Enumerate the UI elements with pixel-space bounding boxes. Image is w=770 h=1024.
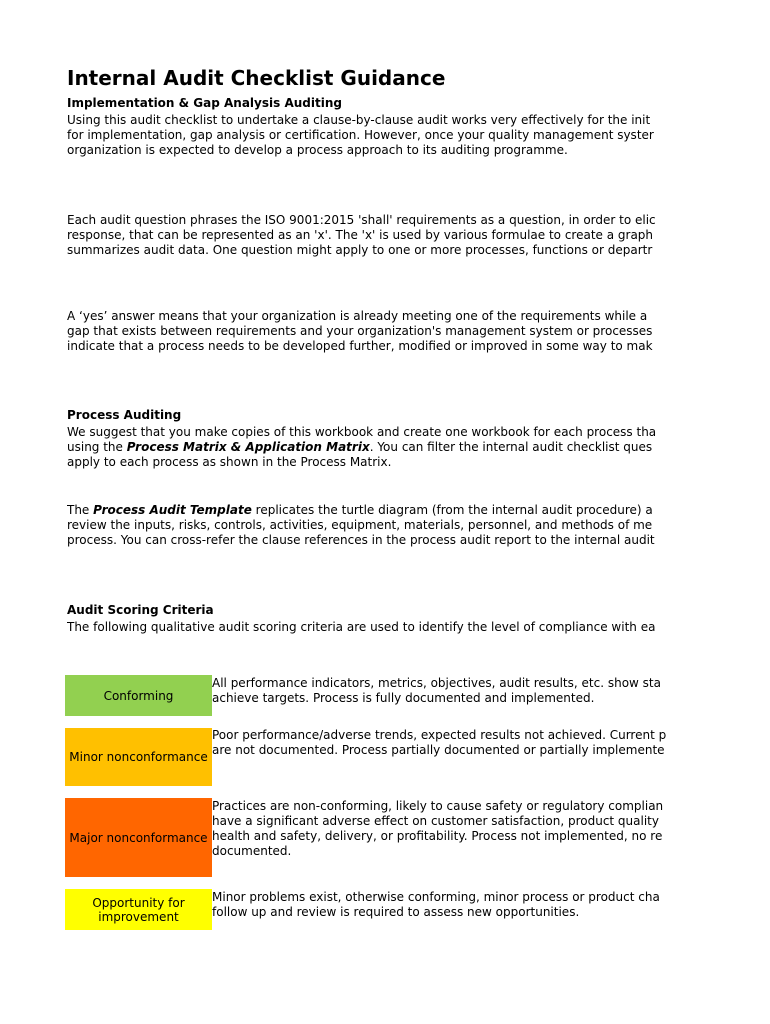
criteria-label-major-nonconformance: Major nonconformance (65, 798, 212, 877)
criteria-description-minor-nonconformance (212, 728, 696, 758)
text-span: The (67, 503, 94, 517)
section-heading-scoring-criteria: Audit Scoring Criteria (67, 603, 214, 617)
paragraph-gap-analysis-3 (67, 309, 696, 354)
text-line: follow up and review is required to assess new opportunities. (212, 905, 580, 919)
text-line: A ‘yes’ answer means that your organization is already meeting one of the requirements while a (67, 309, 648, 323)
text-line: for implementation, gap analysis or certification. However, once your quality management syster (67, 128, 654, 142)
criteria-description-conforming (212, 676, 696, 706)
criteria-description-opportunity-for-improvement (212, 890, 696, 920)
criteria-label-opportunity-for-improvement: Opportunity for improvement (65, 889, 212, 930)
text-line: organization is expected to develop a process approach to its auditing programme. (67, 143, 568, 157)
text-line: have a significant adverse effect on customer satisfaction, product quality (212, 814, 659, 828)
text-line (67, 503, 696, 518)
criteria-label-conforming: Conforming (65, 675, 212, 716)
text-line: process. You can cross-refer the clause references in the process audit report to the internal audit (67, 533, 655, 547)
text-line: All performance indicators, metrics, objectives, audit results, etc. show sta (212, 676, 661, 690)
text-line (67, 440, 696, 455)
text-line: Practices are non-conforming, likely to cause safety or regulatory complian (212, 799, 664, 813)
text-line: Minor problems exist, otherwise conforming, minor process or product cha (212, 890, 660, 904)
text-line: are not documented. Process partially documented or partially implemente (212, 743, 665, 757)
text-line: gap that exists between requirements and your organization's management system or processes (67, 324, 653, 338)
text-line: Poor performance/adverse trends, expected results not achieved. Current p (212, 728, 667, 742)
process-matrix-reference: Process Matrix & Application Matrix (126, 440, 370, 454)
section-heading-process-auditing: Process Auditing (67, 408, 182, 422)
text-line: Each audit question phrases the ISO 9001:2015 'shall' requirements as a question, in order to elic (67, 213, 656, 227)
text-line: indicate that a process needs to be developed further, modified or improved in some way to mak (67, 339, 653, 353)
text-line: achieve targets. Process is fully documented and implemented. (212, 691, 595, 705)
paragraph-process-auditing-2 (67, 503, 696, 548)
text-line: documented. (212, 844, 292, 858)
criteria-description-major-nonconformance (212, 799, 696, 859)
text-line: health and safety, delivery, or profitability. Process not implemented, no re (212, 829, 663, 843)
process-audit-template-reference: Process Audit Template (93, 503, 252, 517)
text-line: Using this audit checklist to undertake a clause-by-clause audit works very effectively for the init (67, 113, 651, 127)
text-span: using the (67, 440, 127, 454)
paragraph-scoring-intro (67, 620, 696, 635)
text-line: The following qualitative audit scoring criteria are used to identify the level of compliance with ea (67, 620, 656, 634)
text-span: replicates the turtle diagram (from the internal audit procedure) a (251, 503, 653, 517)
section-heading-gap-analysis: Implementation & Gap Analysis Auditing (67, 96, 342, 110)
text-line: summarizes audit data. One question might apply to one or more processes, functions or departr (67, 243, 653, 257)
text-line: response, that can be represented as an 'x'. The 'x' is used by various formulae to create a graph (67, 228, 654, 242)
paragraph-process-auditing-1 (67, 425, 696, 470)
criteria-label-minor-nonconformance: Minor nonconformance (65, 728, 212, 786)
text-line: review the inputs, risks, controls, activities, equipment, materials, personnel, and methods of me (67, 518, 653, 532)
text-line: We suggest that you make copies of this workbook and create one workbook for each process tha (67, 425, 657, 439)
paragraph-gap-analysis-2 (67, 213, 696, 258)
text-span: . You can filter the internal audit checklist ques (369, 440, 653, 454)
text-line: apply to each process as shown in the Process Matrix. (67, 455, 392, 469)
paragraph-gap-analysis-1 (67, 113, 696, 158)
page-title: Internal Audit Checklist Guidance (67, 66, 446, 90)
